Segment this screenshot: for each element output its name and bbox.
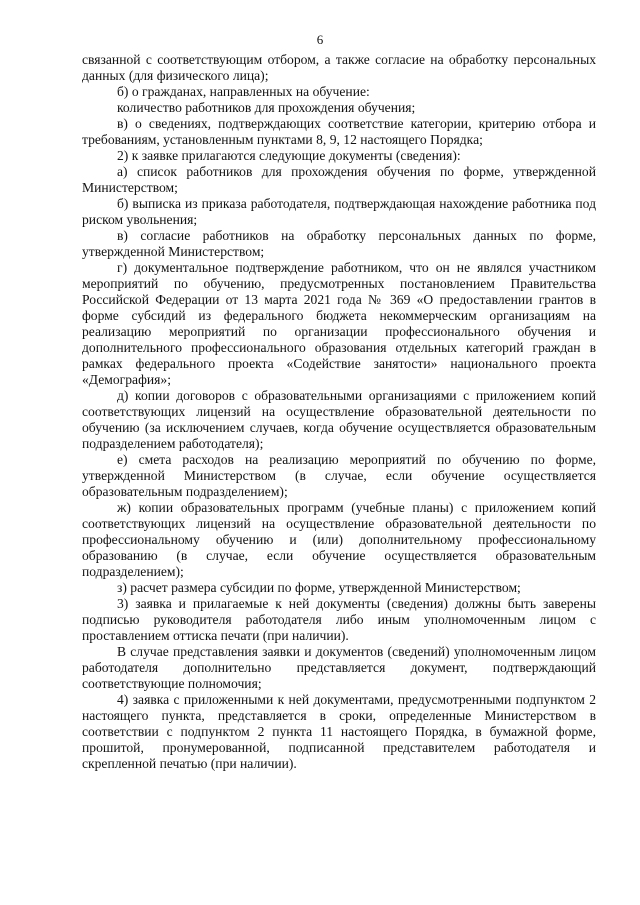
paragraph: б) о гражданах, направленных на обучение: [117, 84, 370, 99]
paragraph: 3) заявка и прилагаемые к ней документы (сведения) должны быть заверены подписью руководителя работодателя либо иным уполномоченным лицом с проставлением оттиска печати (при наличии). [82, 596, 596, 643]
paragraph: связанной с соответствующим отбором, а также согласие на обработку персональных данных (для физического лица); [82, 52, 596, 83]
paragraph: 2) к заявке прилагаются следующие документы (сведения): [117, 148, 461, 163]
paragraph: е) смета расходов на реализацию мероприятий по обучению по форме, утвержденной Министерством (в случае, если обучение осуществляется образовательным подразделением); [82, 452, 596, 499]
paragraph: в) согласие работников на обработку персональных данных по форме, утвержденной Министерством; [82, 228, 596, 259]
document-body [82, 52, 596, 772]
paragraph: д) копии договоров с образовательными организациями с приложением копий соответствующих лицензий на осуществление образовательной деятельности по обучению (за исключением случаев, когда обучение осуществляется образовательным подразделением работодателя); [82, 388, 596, 451]
paragraph: В случае представления заявки и документов (сведений) уполномоченным лицом работодателя дополнительно представляется документ, подтверждающий соответствующие полномочия; [82, 644, 596, 691]
paragraph: количество работников для прохождения обучения; [117, 100, 416, 115]
paragraph: б) выписка из приказа работодателя, подтверждающая нахождение работника под риском увольнения; [82, 196, 596, 227]
paragraph: 4) заявка с приложенными к ней документами, предусмотренными подпунктом 2 настоящего пункта, представляется в сроки, определенные Министерством в соответствии с подпунктом 2 пункта 11 настоящего Порядка, в бумажной форме, прошитой, пронумерованной, подписанной представителем работодателя и скрепленной печатью (при наличии). [82, 692, 596, 771]
paragraph: в) о сведениях, подтверждающих соответствие категории, критерию отбора и требованиям, установленным пунктами 8, 9, 12 настоящего Порядка; [82, 116, 596, 147]
paragraph: ж) копии образовательных программ (учебные планы) с приложением копий соответствующих лицензий на осуществление образовательной деятельности по профессиональному обучению и (или) дополнительному профессиональному образованию (в случае, если обучение осуществляется образовательным подразделением); [82, 500, 596, 579]
paragraph: а) список работников для прохождения обучения по форме, утвержденной Министерством; [82, 164, 596, 195]
paragraph: г) документальное подтверждение работником, что он не являлся участником мероприятий по обучению, предусмотренных постановлением Правительства Российской Федерации от 13 марта 2021 года № 369 «О предоставлении грантов в форме субсидий из федерального бюджета некоммерческим организациям на реализацию мероприятий по организации профессионального обучения и дополнительного профессионального образования отдельных категорий граждан в рамках федерального проекта «Содействие занятости» национального проекта «Демография»; [82, 260, 596, 387]
page-number: 6 [316, 32, 324, 47]
paragraph: з) расчет размера субсидии по форме, утвержденной Министерством; [117, 580, 521, 595]
